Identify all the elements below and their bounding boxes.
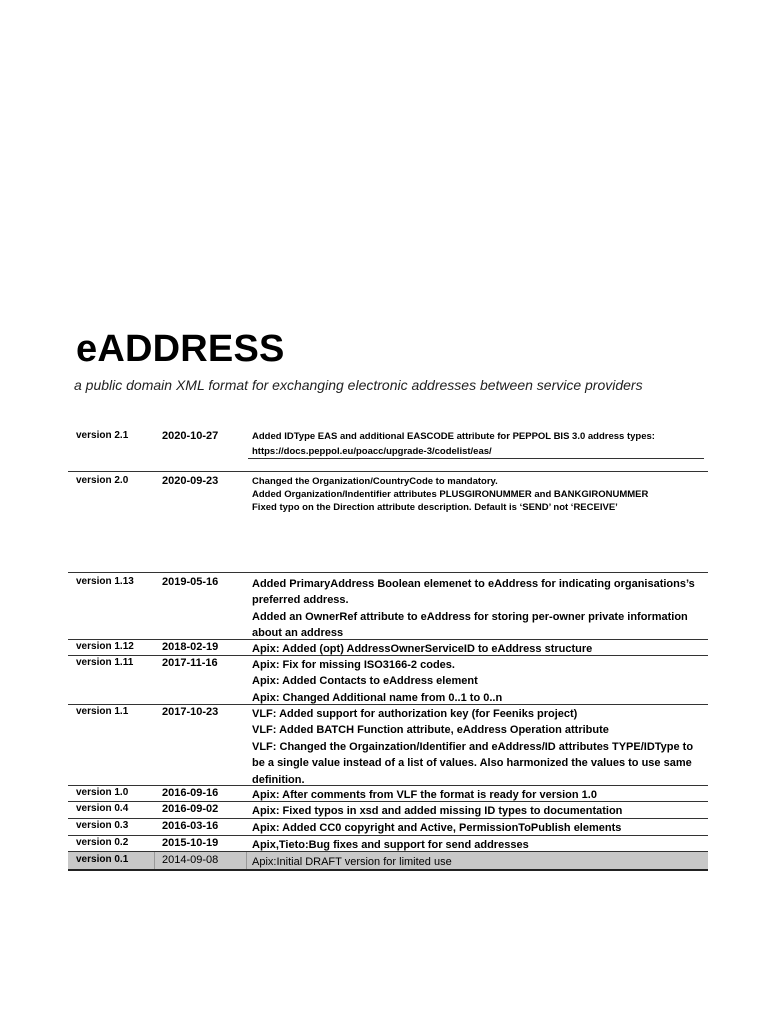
version-description — [252, 657, 708, 706]
description-line: Changed the Organization/CountryCode to mandatory. — [252, 476, 498, 487]
version-date: 2015-10-19 — [162, 837, 219, 849]
version-date: 2016-09-16 — [162, 787, 219, 799]
version-label: version 2.1 — [76, 430, 129, 441]
description-line: preferred address. — [252, 594, 349, 607]
version-label: version 0.4 — [76, 803, 129, 814]
document-title: eADDRESS — [76, 328, 285, 370]
version-date: 2020-10-27 — [162, 430, 219, 442]
description-line: about an address — [252, 627, 344, 640]
row-divider — [248, 458, 704, 459]
version-description — [252, 803, 708, 819]
row-divider — [68, 639, 708, 640]
version-description — [252, 854, 708, 870]
description-line: Added IDType EAS and additional EASCODE attribute for PEPPOL BIS 3.0 address types: — [252, 431, 655, 442]
version-label: version 1.0 — [76, 787, 129, 798]
version-label: version 1.11 — [76, 657, 134, 668]
row-divider — [68, 785, 708, 786]
version-label: version 0.3 — [76, 820, 129, 831]
description-line: VLF: Added support for authorization key (for Feeniks project) — [252, 708, 578, 720]
version-date: 2020-09-23 — [162, 475, 219, 487]
version-date: 2016-09-02 — [162, 803, 219, 815]
description-line: Apix: Changed Additional name from 0..1 to 0..n — [252, 691, 503, 704]
version-date: 2014-09-08 — [162, 854, 219, 866]
row-divider — [68, 471, 708, 472]
description-line: Added an OwnerRef attribute to eAddress for storing per-owner private information — [252, 610, 688, 623]
description-line: Apix,Tieto:Bug fixes and support for send addresses — [252, 839, 529, 851]
version-date: 2017-11-16 — [162, 657, 218, 669]
row-divider — [68, 655, 708, 656]
version-label: version 2.0 — [76, 475, 129, 486]
row-divider — [68, 801, 708, 802]
column-separator — [154, 852, 155, 869]
column-separator — [246, 852, 247, 869]
description-line: be a single value instead of a list of values. Also harmonized the values to use same — [252, 757, 692, 770]
version-description — [252, 430, 708, 460]
version-date: 2017-10-23 — [162, 706, 219, 718]
version-description — [252, 820, 708, 836]
document-subtitle: a public domain XML format for exchanging electronic addresses between service providers — [74, 377, 643, 393]
version-date: 2018-02-19 — [162, 641, 219, 653]
description-line: VLF: Added BATCH Function attribute, eAddress Operation attribute — [252, 724, 609, 737]
description-line: Apix: After comments from VLF the format is ready for version 1.0 — [252, 789, 597, 801]
row-divider — [68, 818, 708, 819]
row-divider — [68, 835, 708, 836]
description-line: Added PrimaryAddress Boolean elemenet to eAddress for indicating organisations’s — [252, 578, 695, 590]
description-line: Apix: Added Contacts to eAddress element — [252, 675, 478, 688]
description-line: Apix:Initial DRAFT version for limited use — [252, 856, 452, 868]
version-label: version 0.1 — [76, 854, 129, 865]
description-line: definition. — [252, 773, 305, 786]
description-line: Added Organization/Indentifier attributes PLUSGIRONUMMER and BANKGIRONUMMER — [252, 489, 649, 500]
description-line: Apix: Fixed typos in xsd and added missing ID types to documentation — [252, 805, 623, 817]
version-label: version 1.13 — [76, 576, 134, 587]
description-line: Apix: Added CC0 copyright and Active, PermissionToPublish elements — [252, 822, 622, 834]
table-bottom-rule — [68, 869, 708, 871]
description-line: VLF: Changed the Orgainzation/Identifier and eAddress/ID attributes TYPE/IDType to — [252, 740, 694, 753]
description-line: Apix: Added (opt) AddressOwnerServiceID to eAddress structure — [252, 643, 593, 655]
version-label: version 1.12 — [76, 641, 134, 652]
version-date: 2019-05-16 — [162, 576, 219, 588]
row-divider — [68, 704, 708, 705]
version-label: version 0.2 — [76, 837, 129, 848]
version-description — [252, 706, 708, 788]
version-date: 2016-03-16 — [162, 820, 219, 832]
description-line: Apix: Fix for missing ISO3166-2 codes. — [252, 659, 455, 671]
description-line: Fixed typo on the Direction attribute description. Default is ‘SEND’ not ‘RECEIVE’ — [252, 502, 618, 513]
version-description — [252, 475, 708, 514]
description-line: https://docs.peppol.eu/poacc/upgrade-3/codelist/eas/ — [252, 446, 492, 457]
row-divider — [68, 572, 708, 573]
version-label: version 1.1 — [76, 706, 129, 717]
version-description — [252, 576, 708, 642]
